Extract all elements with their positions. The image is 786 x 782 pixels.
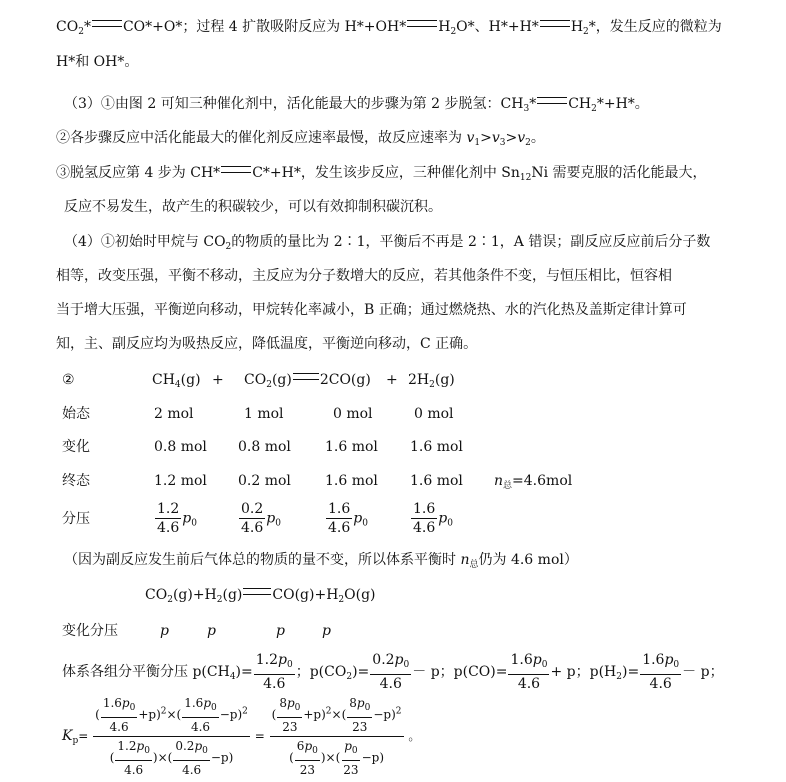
reaction-equals [92, 20, 122, 27]
change-p: p [322, 623, 331, 639]
table-cell: 1.6 mol [325, 439, 378, 455]
table-cell: 0.2 mol [238, 473, 291, 489]
table-header-h2: $2H_2(g)$ [408, 372, 455, 390]
table-mark: ② [62, 372, 75, 388]
table-cell: 1.6 mol [410, 473, 463, 489]
pressure-ch4: $\frac{1.2}{4.6}$ $p_0$ [157, 501, 197, 536]
reaction-equals [243, 588, 271, 595]
fraction: $\frac{0.2p_0}{4.6}$ [372, 652, 410, 692]
text-line-3: （3）①由图 2 可知三种催化剂中，活化能最大的步骤为第 2 步脱氢：$CH_3*$ $CH_2*+H*$。 [64, 96, 649, 114]
fraction: $\frac{1.6p_0}{4.6}$ [642, 652, 680, 692]
kp-fraction-1: ( $\frac{1.6p_0}{4.6}$ +p)$^2$×( $\frac{1.6p_0}{4.6}$ −p)$^2$ ( $\frac{1.2p_0}{4.6}$ )×( $\frac{0.2p_0}{4.6}$ −p) [95, 696, 248, 777]
change-p: p [207, 623, 216, 639]
row-label-pressure: 分压 [62, 511, 90, 527]
fraction: $\frac{1.6p_0}{4.6}$ [510, 652, 548, 692]
table-cell: 1 mol [244, 406, 284, 422]
change-p: p [160, 623, 169, 639]
note-line: （因为副反应发生前后气体总的物质的量不变，所以体系平衡时 $n_总$仍为 4.6 mol） [64, 552, 578, 570]
row-label-initial: 始态 [62, 406, 90, 422]
table-header-ch4: $CH_4(g)$ [152, 372, 201, 390]
table-cell: 0 mol [414, 406, 454, 422]
text-line-7: （4）①初始时甲烷与 $CO_2$的物质的量比为 2∶1，平衡后不再是 2∶1，A 错误；副反应反应前后分子数 [64, 234, 711, 252]
table-cell: 1.6 mol [410, 439, 463, 455]
table-cell: 0.8 mol [154, 439, 207, 455]
table-cell: 2 mol [154, 406, 194, 422]
kp-expression: $K_p=$ ( $\frac{1.6p_0}{4.6}$ +p)$^2$×( $\frac{1.6p_0}{4.6}$ −p)$^2$ ( $\frac{1.2p_0}{4.6}$ )×( $\frac{0.2p_0}{4.6}$ −p) = ( $\frac{8p_0}{23}$ +p)$^2$×( $\frac{8p_0}{23}$ −p)$^2$ ( $\frac{6p_0}{23}$ )×( $\frac{p_0}{23}$ −p) 。 [62, 696, 421, 777]
text-line-8: 相等，改变压强，平衡不移动，主反应为分子数增大的反应，若其他条件不变，与恒压相比，恒容相 [56, 268, 672, 284]
table-header-reaction: $CO_2(g)$ 2CO(g) [244, 372, 371, 390]
change-p: p [276, 623, 285, 639]
text-line-2: H*和 OH*。 [56, 54, 139, 70]
text-line-6: 反应不易发生，故产生的积碳较少，可以有效抑制积碳沉积。 [64, 199, 442, 215]
change-label: 变化分压 [62, 623, 118, 639]
fraction: $\frac{0.2}{4.6}$ [241, 501, 264, 536]
fraction: $\frac{1.6}{4.6}$ [328, 501, 351, 536]
row-label-change: 变化 [62, 439, 90, 455]
table-cell: 0.8 mol [238, 439, 291, 455]
text-line-1: $CO_2*$ CO*+O*；过程 4 扩散吸附反应为 H*+OH* $H_2O*$、H*+H* $H_2*$，发生反应的微粒为 [56, 19, 722, 37]
reaction-equals [537, 97, 567, 104]
text-line-9: 当于增大压强，平衡逆向移动，甲烷转化率减小，B 正确；通过燃烧热、水的汽化热及盖斯定律计算可 [56, 302, 687, 318]
kp-fraction-2: ( $\frac{8p_0}{23}$ +p)$^2$×( $\frac{8p_0}{23}$ −p)$^2$ ( $\frac{6p_0}{23}$ )×( $\frac{p_0}{23}$ −p) [271, 696, 402, 777]
fraction: $\frac{1.6}{4.6}$ [413, 501, 436, 536]
table-cell: 1.2 mol [154, 473, 207, 489]
reaction-equals [221, 166, 251, 173]
total-moles: $n_总=4.6mol$ [494, 473, 573, 491]
pressure-co2: $\frac{0.2}{4.6}$ $p_0$ [241, 501, 281, 536]
text-line-4: ②各步骤反应中活化能最大的催化剂反应速率最慢，故反应速率为 $v_1>v_3>v_2$。 [56, 130, 545, 148]
reaction-equals [407, 20, 437, 27]
pressure-co: $\frac{1.6}{4.6}$ $p_0$ [328, 501, 368, 536]
row-label-final: 终态 [62, 473, 90, 489]
fraction: $\frac{1.2}{4.6}$ [157, 501, 180, 536]
text-line-5: ③脱氢反应第 4 步为 CH* C*+H*，发生该步反应，三种催化剂中 $Sn_{12}Ni$ 需要克服的活化能最大， [56, 165, 707, 183]
table-cell: 0 mol [333, 406, 373, 422]
partial-pressure-line: 体系各组分平衡分压 $p(CH_4)=$ $\frac{1.2p_0}{4.6}$ ；$p(CO_2)=$ $\frac{0.2p_0}{4.6}$ － p；p(CO)= $\frac{1.6p_0}{4.6}$ + p；$p(H_2)=$ $\frac{1.6p_0}{4.6}$ － p； [62, 652, 724, 692]
reaction-equals [293, 373, 319, 380]
side-reaction: $CO_2(g)+H_2(g)$ $CO(g)+H_2O(g)$ [145, 587, 376, 605]
fraction: $\frac{1.2p_0}{4.6}$ [255, 652, 293, 692]
table-cell: 1.6 mol [325, 473, 378, 489]
text-line-10: 知，主、副反应均为吸热反应，降低温度，平衡逆向移动，C 正确。 [56, 336, 478, 352]
pressure-h2: $\frac{1.6}{4.6}$ $p_0$ [413, 501, 453, 536]
plus-sign: + [212, 372, 224, 388]
plus-sign: + [386, 372, 398, 388]
reaction-equals [540, 20, 570, 27]
